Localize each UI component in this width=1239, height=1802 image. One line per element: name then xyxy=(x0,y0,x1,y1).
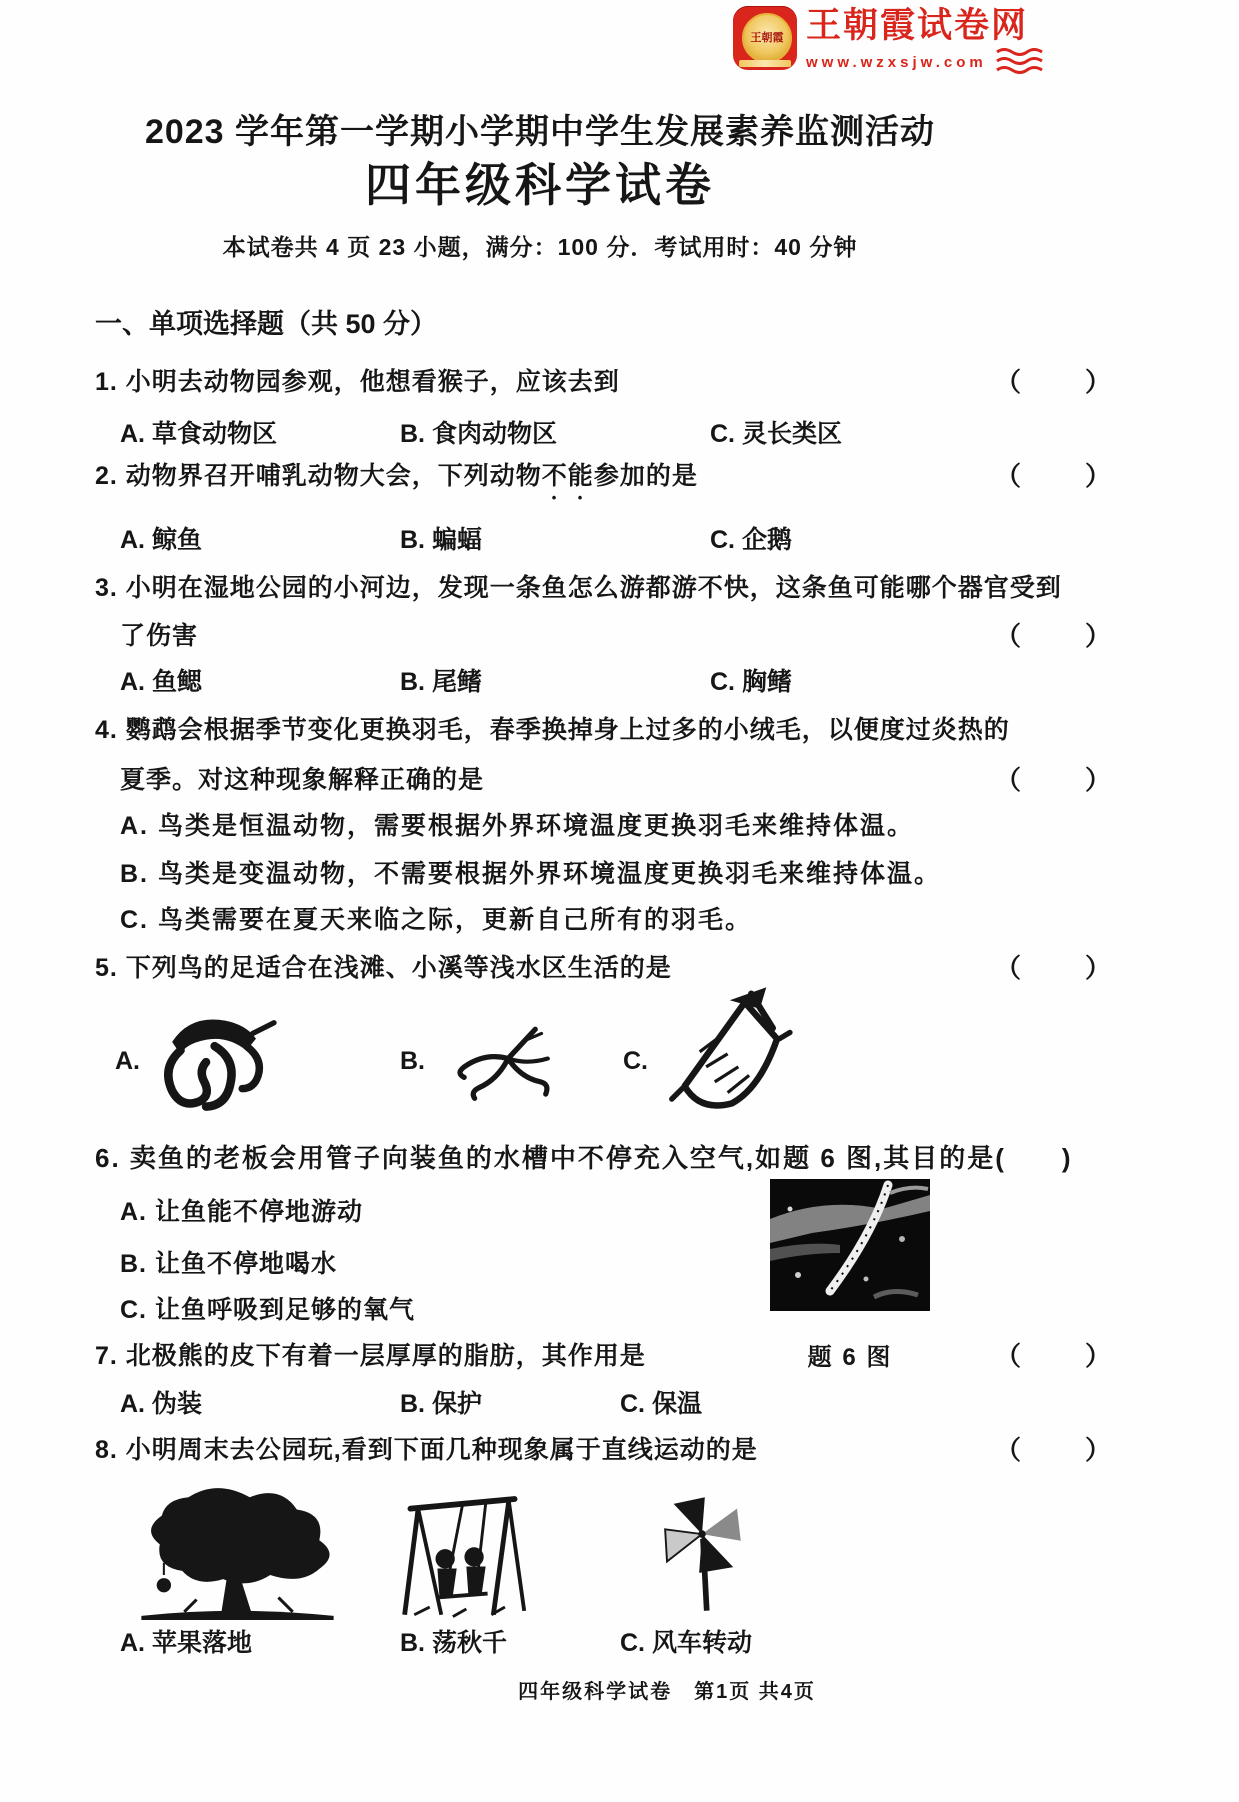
option-b: B. 荡秋千 xyxy=(400,1629,507,1657)
answer-blank: （ ） xyxy=(994,621,1115,651)
fish-tank-photo xyxy=(770,1179,930,1311)
option-a: A. 鱼鳃 xyxy=(120,668,202,696)
option-c-label: C. xyxy=(623,1047,648,1075)
option-b: B. 让鱼不停地喝水 xyxy=(120,1250,337,1278)
apple-tree-image xyxy=(125,1485,350,1620)
option-a: A. 草食动物区 xyxy=(120,420,277,448)
page-footer: 四年级科学试卷 第1页 共4页 xyxy=(518,1681,816,1703)
pinwheel-image xyxy=(650,1491,754,1615)
question-text: 2. 动物界召开哺乳动物大会，下列动物不能参加的是 xyxy=(95,462,698,490)
bird-foot-wading-image xyxy=(443,1023,569,1115)
option-c: C. 企鹅 xyxy=(710,526,792,554)
question-text: 3. 小明在湿地公园的小河边，发现一条鱼怎么游都游不快，这条鱼可能哪个器官受到 xyxy=(95,574,1062,602)
paper-info: 本试卷共 4 页 23 小题，满分：100 分．考试用时：40 分钟 xyxy=(222,234,858,260)
question-5 xyxy=(95,951,1239,1135)
option-c: C. 风车转动 xyxy=(620,1629,752,1657)
site-name: 王朝霞试卷网 xyxy=(806,6,1029,45)
site-url: www.wzxsjw.com xyxy=(806,53,987,71)
question-text: 6. 卖鱼的老板会用管子向装鱼的水槽中不停充入空气,如题 6 图,其目的是( ) xyxy=(95,1143,1073,1173)
option-a: A. 苹果落地 xyxy=(120,1629,252,1657)
site-logo xyxy=(733,6,1047,77)
option-b: B. 尾鳍 xyxy=(400,668,482,696)
waves-icon xyxy=(995,47,1047,77)
bird-foot-webbed-image xyxy=(667,983,799,1127)
option-c: C. 鸟类需要在夏天来临之际，更新自己所有的羽毛。 xyxy=(120,906,752,934)
option-c: C. 胸鳍 xyxy=(710,668,792,696)
option-c: C. 让鱼呼吸到足够的氧气 xyxy=(120,1296,415,1324)
paper-title: 四年级科学试卷 xyxy=(365,159,715,211)
answer-blank: （ ） xyxy=(994,1341,1115,1371)
swing-image xyxy=(395,1489,530,1619)
answer-blank: （ ） xyxy=(994,765,1115,795)
question-8 xyxy=(95,1433,1239,1660)
question-text: 1. 小明去动物园参观，他想看猴子，应该去到 xyxy=(95,368,620,396)
question-3 xyxy=(95,571,1239,699)
question-text: 4. 鹦鹉会根据季节变化更换羽毛，春季换掉身上过多的小绒毛，以便度过炎热的 xyxy=(95,716,1010,744)
question-text: 7. 北极熊的皮下有着一层厚厚的脂肪，其作用是 xyxy=(95,1342,646,1370)
seal-icon: 王朝霞 xyxy=(742,13,792,63)
ribbon-icon xyxy=(739,60,791,67)
site-logo-icon xyxy=(733,6,797,70)
option-c: C. 保温 xyxy=(620,1390,702,1418)
option-a: A. 鸟类是恒温动物，需要根据外界环境温度更换羽毛来维持体温。 xyxy=(120,812,914,840)
bird-foot-talon-image xyxy=(153,1001,291,1121)
question-text: 8. 小明周末去公园玩,看到下面几种现象属于直线运动的是 xyxy=(95,1436,758,1464)
answer-blank: （ ） xyxy=(994,461,1115,491)
option-b: B. 保护 xyxy=(400,1390,482,1418)
option-b: B. 食肉动物区 xyxy=(400,420,557,448)
option-c: C. 灵长类区 xyxy=(710,420,842,448)
question-1 xyxy=(95,365,1239,451)
answer-blank: （ ） xyxy=(994,1435,1115,1465)
question-text-line2: 夏季。对这种现象解释正确的是 xyxy=(120,766,485,794)
option-a: A. 鲸鱼 xyxy=(120,526,202,554)
option-b: B. 蝙蝠 xyxy=(400,526,482,554)
figure-caption: 题 6 图 xyxy=(807,1344,893,1371)
option-b: B. 鸟类是变温动物，不需要根据外界环境温度更换羽毛来维持体温。 xyxy=(120,860,941,888)
option-a-label: A. xyxy=(115,1047,140,1075)
question-text-line2: 了伤害 xyxy=(120,622,199,650)
emphasized-text: 不能 xyxy=(541,462,594,490)
question-7 xyxy=(95,1339,1239,1421)
option-a: A. 伪装 xyxy=(120,1390,202,1418)
activity-title: 2023 学年第一学期小学期中学生发展素养监测活动 xyxy=(144,113,936,151)
question-4 xyxy=(95,713,1239,937)
answer-blank: （ ） xyxy=(994,367,1115,397)
option-a: A. 让鱼能不停地游动 xyxy=(120,1198,363,1226)
question-2 xyxy=(95,459,1239,557)
answer-blank: （ ） xyxy=(994,953,1115,983)
question-text: 5. 下列鸟的足适合在浅滩、小溪等浅水区生活的是 xyxy=(95,954,672,982)
option-b-label: B. xyxy=(400,1047,425,1075)
section-title: 一、单项选择题（共 50 分） xyxy=(95,309,438,339)
